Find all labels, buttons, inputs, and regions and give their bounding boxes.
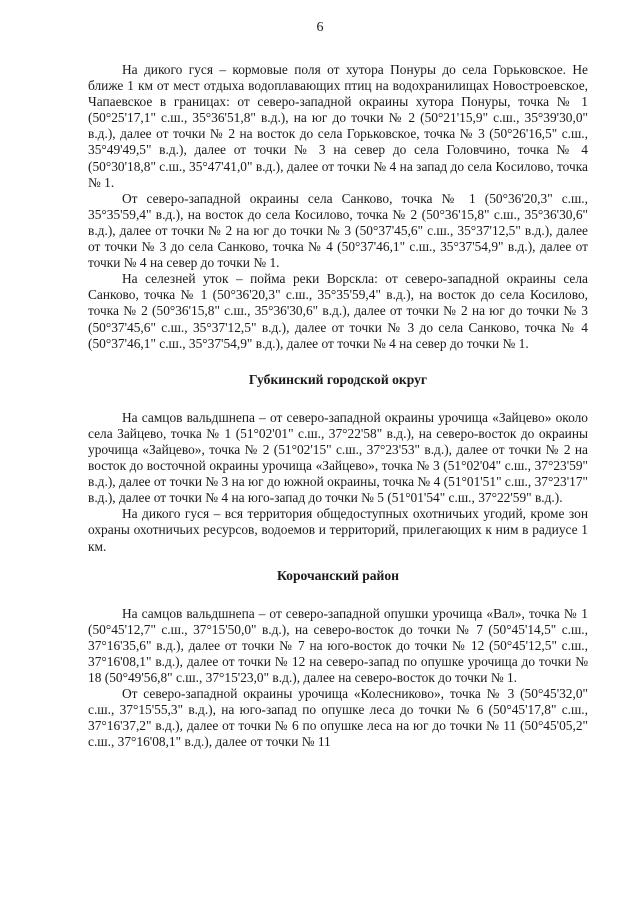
paragraph-woodcock-val: На самцов вальдшнепа – от северо-западной опушки урочища «Вал», точка № 1 (50°45'12,7" с.ш., 37°15'50,0" в.д.), на северо-восток до точки № 7 (50°45'14,5" с.ш., 37°16'35,6" в.д.), далее от точки № 7 на юго-восток до точки № 12 (50°45'12,5" с.ш., 37°16'08,1" в.д.), далее от точки № 12 на северо-запад по опушке урочища до точки № 18 (50°49'56,8" с.ш., 37°15'23,0" в.д.), далее на северо-восток до точки № 1. [88,605,588,686]
paragraph-woodcock-zaitsevo: На самцов вальдшнепа – от северо-западной окраины урочища «Зайцево» около села Зайцево, точка № 1 (51°02'01" с.ш., 37°22'58" в.д.), на северо-восток до окраины урочища «Зайцево», точка № 2 (51°02'15" с.ш., 37°23'53" в.д.), далее от точки № 2 на восток до восточной окраины урочища «Зайцево», точка № 3 (51°02'04" с.ш., 37°23'59" в.д.), далее от точки № 3 на юг до южной окраины, точка № 4 (51°01'51" с.ш., 37°23'17" в.д.), далее от точки № 4 на юго-запад до точки № 5 (51°01'54" с.ш., 37°22'59" в.д.). [88,409,588,506]
section-heading-korocha: Корочанский район [276,567,400,583]
paragraph-sankovo-area: От северо-западной окраины села Санково, точка № 1 (50°36'20,3" с.ш., 35°35'59,4" в.д.), на восток до села Косилово, точка № 2 (50°36'15,8" с.ш., 35°36'30,6" в.д.), далее от точки № 2 на юг до точки № 3 (50°37'45,6" с.ш., 35°37'12,5" в.д.), далее от точки № 3 до села Санково, точка № 4 (50°37'46,1" с.ш., 35°37'54,9" в.д.), далее от точки № 4 на север до точки № 1. [88,190,588,271]
paragraph-ducks-vorskla: На селезней уток – пойма реки Ворскла: от северо-западной окраины села Санково, точка № 1 (50°36'20,3" с.ш., 35°35'59,4" в.д.), на восток до села Косилово, точка № 2 (50°36'15,8" с.ш., 35°36'30,6" в.д.), далее от точки № 2 на юг до точки № 3 (50°37'45,6" с.ш., 35°37'12,5" в.д.), далее от точки № 3 до села Санково, точка № 4 (50°37'46,1" с.ш., 35°37'54,9" в.д.), далее от точки № 4 на север до точки № 1. [88,271,588,351]
section-heading-gubkin: Губкинский городской округ [248,371,428,387]
document-body [88,62,588,751]
paragraph-kolesnikovo: От северо-западной окраины урочища «Колесниково», точка № 3 (50°45'32,0" с.ш., 37°15'55,3" в.д.), на юго-запад по опушке леса до точки № 6 (50°45'17,8" с.ш., 37°16'37,2" в.д.), далее от точки № 6 по опушке леса на юг до точки № 11 (50°45'05,2" с.ш., 37°16'08,1" в.д.), далее от точки № 11 [88,686,588,750]
paragraph-goose-gubkin: На дикого гуся – вся территория общедоступных охотничьих угодий, кроме зон охраны охотничьих ресурсов, водоемов и территорий, прилегающих к ним в радиусе 1 км. [88,506,588,554]
page-number: 6 [316,20,324,35]
paragraph-goose-ponury: На дикого гуся – кормовые поля от хутора Понуры до села Горьковское. Не ближе 1 км от мест отдыха водоплавающих птиц на водохранилищах Новостроевское, Чапаевское в границах: от северо-западной окраины хутора Понуры, точка № 1 (50°25'17,1" с.ш., 35°36'51,8" в.д.), на юг до точки № 2 (50°21'15,9" с.ш., 35°39'30,0" в.д.), далее от точки № 2 на восток до села Горьковское, точка № 3 (50°26'16,5" с.ш., 35°49'49,5" в.д.), далее от точки № 3 на север до села Головчино, точка № 4 (50°30'18,8" с.ш., 35°47'41,0" в.д.), далее от точки № 4 на запад до села Косилово, точка № 1. [88,62,588,190]
